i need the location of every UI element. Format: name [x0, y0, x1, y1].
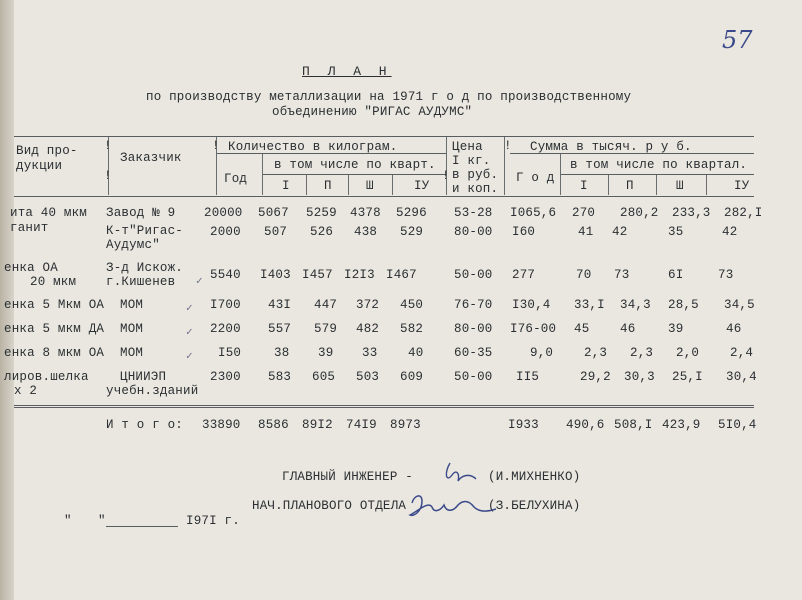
header-mark: ! — [212, 139, 220, 153]
row-q4: 450 — [400, 298, 424, 312]
check-mark: ✓ — [186, 303, 193, 315]
row-year: I50 — [218, 346, 242, 360]
row-product: енка ОА — [4, 261, 58, 275]
row-customer: Аудумс" — [106, 238, 160, 252]
check-mark: ✓ — [186, 327, 193, 339]
planning-head-name: (З.БЕЛУХИНА) — [488, 499, 581, 513]
row-q3: 372 — [356, 298, 380, 312]
row-q1: 557 — [268, 322, 292, 336]
header-sum-year: Г о д — [516, 171, 555, 185]
row-s4: 42 — [722, 225, 738, 239]
row-s1: 29,2 — [580, 370, 611, 384]
qty-sub-rule — [262, 174, 446, 175]
header-q2: П — [324, 179, 332, 193]
row-s4: 34,5 — [724, 298, 755, 312]
row-s1: 70 — [576, 268, 592, 282]
row-q4: 582 — [400, 322, 424, 336]
header-qty-group: Количество в килограм. — [228, 140, 398, 154]
row-s4: 282,I — [724, 206, 763, 220]
header-customer: Заказчик — [120, 151, 182, 165]
row-customer: З-д Искож. — [106, 261, 184, 275]
row-sum: II5 — [516, 370, 540, 384]
row-product: енка 5 мкм ДА — [4, 322, 105, 336]
row-product: ита 40 мкм — [10, 206, 88, 220]
row-s4: 30,4 — [726, 370, 757, 384]
total-year: 33890 — [202, 418, 241, 432]
row-s1: 33,I — [574, 298, 605, 312]
row-q3: I2I3 — [344, 268, 375, 282]
row-sum: 9,0 — [530, 346, 554, 360]
row-q1: 43I — [268, 298, 292, 312]
row-s1: 270 — [572, 206, 596, 220]
row-customer: К-т"Ригас- — [106, 224, 184, 238]
row-product: енка 8 мкм ОА — [4, 346, 105, 360]
row-customer: МОМ — [120, 346, 144, 360]
row-s2: 30,3 — [624, 370, 655, 384]
row-product: лиров.шелка — [4, 370, 89, 384]
header-q3: Ш — [366, 179, 374, 193]
table-total-rule-2 — [14, 407, 754, 408]
header-price-3: в руб. — [452, 168, 499, 182]
header-qty-sub: в том числе по кварт. — [274, 158, 436, 172]
row-s2: 2,3 — [630, 346, 654, 360]
row-sum: I30,4 — [512, 298, 551, 312]
header-price-1: Цена — [452, 140, 483, 154]
check-mark: ✓ — [196, 276, 203, 288]
row-price: 50-00 — [454, 268, 493, 282]
col-sep — [656, 175, 657, 195]
row-q1: 583 — [268, 370, 292, 384]
date-year: I97I г. — [186, 514, 240, 528]
header-mark: ! — [104, 169, 112, 183]
col-sep — [348, 175, 349, 195]
row-s3: 233,3 — [672, 206, 711, 220]
header-s4: IУ — [734, 179, 750, 193]
row-s3: 6I — [668, 268, 684, 282]
row-sum: I76-00 — [510, 322, 557, 336]
row-customer: г.Кишенев — [106, 275, 176, 289]
chief-engineer-name: (И.МИХНЕНКО) — [488, 470, 581, 484]
header-product-1: Вид про- — [16, 144, 78, 158]
row-customer: учебн.зданий — [106, 384, 199, 398]
row-year: 2000 — [210, 225, 241, 239]
row-year: 2200 — [210, 322, 241, 336]
row-q1: 5067 — [258, 206, 289, 220]
header-s2: П — [626, 179, 634, 193]
row-s2: 46 — [620, 322, 636, 336]
row-price: 76-70 — [454, 298, 493, 312]
header-mark: ! — [442, 169, 450, 183]
col-sep — [706, 175, 707, 195]
date-blank-line — [106, 526, 178, 527]
subtitle-line-1: по производству металлизации на 1971 г о д по производственному — [146, 90, 632, 104]
row-q3: 503 — [356, 370, 380, 384]
handwritten-signatures — [400, 455, 510, 535]
row-s2: 73 — [614, 268, 630, 282]
subtitle-line-2: объединению "РИГАС АУДУМС" — [272, 105, 473, 119]
header-qty-year: Год — [224, 172, 248, 186]
row-product: ганит — [10, 221, 49, 235]
table-total-rule — [14, 405, 754, 406]
row-q4: 529 — [400, 225, 424, 239]
header-sum-sub: в том числе по квартал. — [570, 158, 748, 172]
total-q4: 8973 — [390, 418, 421, 432]
row-s1: 41 — [578, 225, 594, 239]
row-q1: 507 — [264, 225, 288, 239]
row-product: х 2 — [14, 384, 38, 398]
row-s2: 34,3 — [620, 298, 651, 312]
row-year: I700 — [210, 298, 241, 312]
row-customer: ЦНИИЭП — [120, 370, 167, 384]
total-q1: 8586 — [258, 418, 289, 432]
total-s2: 508,I — [614, 418, 653, 432]
row-price: 80-00 — [454, 322, 493, 336]
row-customer: Завод № 9 — [106, 206, 176, 220]
header-s3: Ш — [676, 179, 684, 193]
row-q2: 526 — [310, 225, 334, 239]
total-q3: 74I9 — [346, 418, 377, 432]
row-sum: 277 — [512, 268, 536, 282]
header-price-2: I кг. — [452, 154, 491, 168]
row-q3: 482 — [356, 322, 380, 336]
table-header-rule — [14, 196, 754, 197]
row-year: 5540 — [210, 268, 241, 282]
row-s3: 2,0 — [676, 346, 700, 360]
row-price: 50-00 — [454, 370, 493, 384]
row-year: 2300 — [210, 370, 241, 384]
header-q1: I — [282, 179, 290, 193]
chief-engineer-title: ГЛАВНЫЙ ИНЖЕНЕР - — [282, 470, 413, 484]
check-mark: ✓ — [186, 351, 193, 363]
total-s3: 423,9 — [662, 418, 701, 432]
row-q1: I403 — [260, 268, 291, 282]
row-s2: 280,2 — [620, 206, 659, 220]
col-sep — [608, 175, 609, 195]
row-year: 20000 — [204, 206, 243, 220]
sum-sub-rule — [560, 174, 754, 175]
row-customer: МОМ — [120, 298, 144, 312]
header-mark: ! — [104, 139, 112, 153]
row-s3: 39 — [668, 322, 684, 336]
row-price: 53-28 — [454, 206, 493, 220]
total-s1: 490,6 — [566, 418, 605, 432]
header-mark: ! — [504, 139, 512, 153]
row-price: 80-00 — [454, 225, 493, 239]
total-sum: I933 — [508, 418, 539, 432]
row-product: енка 5 Мкм ОА — [4, 298, 105, 312]
row-s2: 42 — [612, 225, 628, 239]
date-quote-close: " — [98, 514, 106, 528]
header-q4: IУ — [414, 179, 430, 193]
header-sum-group: Сумма в тысяч. р у б. — [530, 140, 692, 154]
row-s1: 45 — [574, 322, 590, 336]
row-q2: I457 — [302, 268, 333, 282]
col-sep — [446, 137, 447, 195]
header-price-4: и коп. — [452, 182, 499, 196]
row-q1: 38 — [274, 346, 290, 360]
col-sep — [560, 154, 561, 195]
row-q4: 609 — [400, 370, 424, 384]
col-sep — [306, 175, 307, 195]
row-s4: 2,4 — [730, 346, 754, 360]
date-quote-open: " — [64, 514, 72, 528]
row-q2: 447 — [314, 298, 338, 312]
row-s4: 73 — [718, 268, 734, 282]
row-q2: 605 — [312, 370, 336, 384]
row-q3: 33 — [362, 346, 378, 360]
row-s3: 28,5 — [668, 298, 699, 312]
row-s4: 46 — [726, 322, 742, 336]
row-s3: 35 — [668, 225, 684, 239]
row-customer: МОМ — [120, 322, 144, 336]
row-s1: 2,3 — [584, 346, 608, 360]
row-s3: 25,I — [672, 370, 703, 384]
row-q2: 39 — [318, 346, 334, 360]
total-q2: 89I2 — [302, 418, 333, 432]
planning-head-title: НАЧ.ПЛАНОВОГО ОТДЕЛА — [252, 499, 407, 513]
document-title: П Л А Н — [302, 64, 392, 79]
total-label: И т о г о: — [106, 418, 184, 432]
row-q2: 579 — [314, 322, 338, 336]
total-s4: 5I0,4 — [718, 418, 757, 432]
col-sep — [262, 154, 263, 195]
row-sum: I60 — [512, 225, 536, 239]
row-q3: 438 — [354, 225, 378, 239]
col-sep — [392, 175, 393, 195]
page-number: 57 — [722, 26, 753, 54]
row-price: 60-35 — [454, 346, 493, 360]
row-q3: 4378 — [350, 206, 381, 220]
row-sum: I065,6 — [510, 206, 557, 220]
row-q4: 40 — [408, 346, 424, 360]
row-product: 20 мкм — [30, 275, 77, 289]
header-s1: I — [580, 179, 588, 193]
row-q2: 5259 — [306, 206, 337, 220]
row-q4: 5296 — [396, 206, 427, 220]
header-product-2: дукции — [16, 159, 63, 173]
table-top-rule — [14, 136, 754, 137]
row-q4: I467 — [386, 268, 417, 282]
